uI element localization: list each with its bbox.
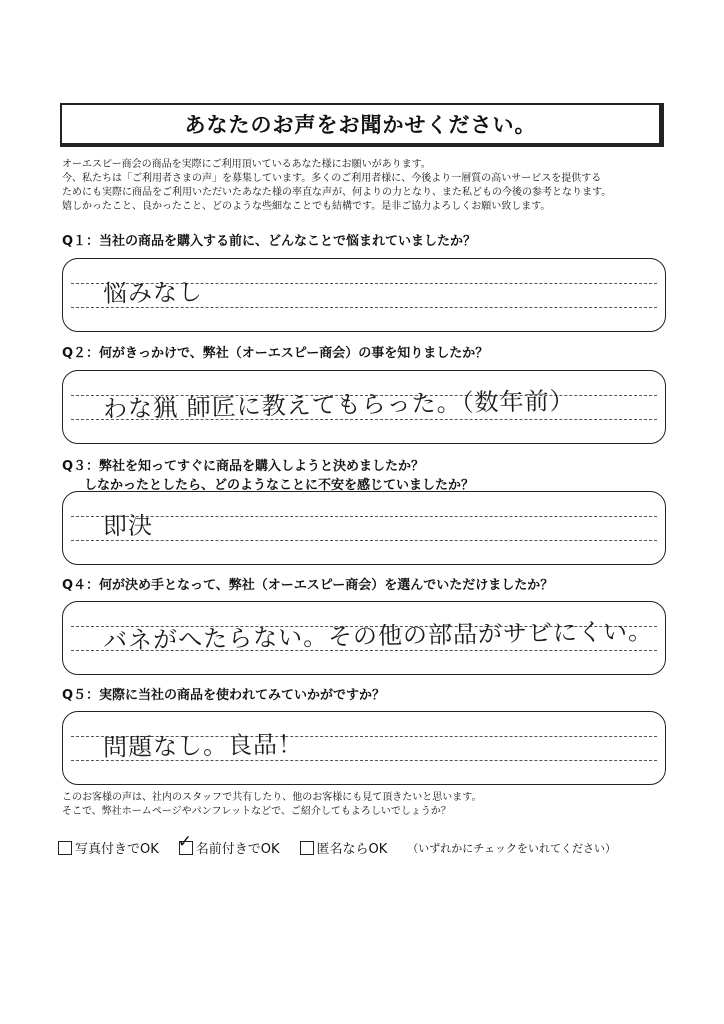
handwritten-answer: 問題なし。良品！ bbox=[102, 730, 304, 762]
answer-box-3[interactable] bbox=[62, 491, 666, 565]
consent-options bbox=[58, 831, 616, 857]
option-label: 匿名ならOK bbox=[316, 842, 388, 857]
footer-text bbox=[62, 791, 482, 819]
consent-name-option[interactable] bbox=[177, 831, 280, 857]
option-label: 名前付きでOK bbox=[195, 842, 280, 857]
intro-line: 今、私たちは「ご利用者さまの声」を募集しています。多くのご利用者様に、今後より一層質の高いサービスを提供する bbox=[62, 173, 602, 184]
footer-line: このお客様の声は、社内のスタッフで共有したり、他のお客様にも見て頂きたいと思います。 bbox=[62, 792, 482, 803]
checkbox-photo[interactable] bbox=[58, 841, 72, 855]
check-mark-icon: ✓ bbox=[177, 831, 193, 852]
question-2 bbox=[62, 342, 488, 361]
intro-line: オーエスピー商会の商品を実際にご利用頂いているあなた様にお願いがあります。 bbox=[62, 159, 431, 170]
handwritten-answer: わな猟 師匠に教えてもらった。（数年前） bbox=[102, 386, 575, 424]
consent-note: （いずれかにチェックをいれてください） bbox=[407, 841, 616, 855]
intro-text bbox=[62, 158, 682, 214]
question-label: Q５：実際に当社の商品を使われてみていかがですか？ bbox=[62, 688, 386, 703]
question-label: Q２：何がきっかけで、弊社（オーエスピー商会）の事を知りましたか？ bbox=[62, 346, 489, 361]
answer-box-2[interactable] bbox=[62, 370, 666, 444]
question-5 bbox=[62, 684, 385, 703]
handwritten-answer: 即決 bbox=[102, 511, 154, 541]
title-box bbox=[60, 103, 664, 147]
question-label: Q４：何が決め手となって、弊社（オーエスピー商会）を選んでいただけましたか？ bbox=[62, 578, 554, 593]
question-4 bbox=[62, 574, 553, 593]
question-sublabel: しなかったとしたら、どのようなことに不安を感じていましたか？ bbox=[84, 478, 475, 493]
footer-line: そこで、弊社ホームページやパンフレットなどで、ご紹介してもよろしいでしょうか？ bbox=[62, 806, 451, 817]
question-label: Q１：当社の商品を購入する前に、どんなことで悩まれていましたか？ bbox=[62, 234, 477, 249]
handwritten-answer: 悩みなし bbox=[102, 278, 204, 308]
answer-box-5[interactable] bbox=[62, 711, 666, 785]
dashed-line bbox=[71, 516, 657, 517]
answer-box-1[interactable] bbox=[62, 258, 666, 332]
answer-box-4[interactable] bbox=[62, 601, 666, 675]
consent-photo-option[interactable] bbox=[58, 838, 159, 857]
question-label: Q３：弊社を知ってすぐに商品を購入しようと決めましたか？ bbox=[62, 459, 425, 474]
question-1 bbox=[62, 230, 476, 249]
question-3 bbox=[62, 455, 474, 493]
handwritten-answer: バネがへたらない。その他の部品がサビにくい。 bbox=[102, 617, 654, 655]
checkbox-anonymous[interactable] bbox=[300, 841, 314, 855]
dashed-line bbox=[71, 540, 657, 541]
consent-anonymous-option[interactable] bbox=[300, 838, 388, 857]
page-title: あなたのお声をお聞かせください。 bbox=[184, 113, 537, 137]
intro-line: ためにも実際に商品をご利用いただいたあなた様の率直な声が、何よりの力となり、また私どもの今後の参考となります。 bbox=[62, 187, 612, 198]
option-label: 写真付きでOK bbox=[75, 842, 159, 857]
checkbox-name[interactable] bbox=[177, 831, 193, 855]
intro-line: 嬉しかったこと、良かったこと、どのような些細なことでも結構です。是非ご協力よろしくお願い致します。 bbox=[62, 201, 551, 212]
